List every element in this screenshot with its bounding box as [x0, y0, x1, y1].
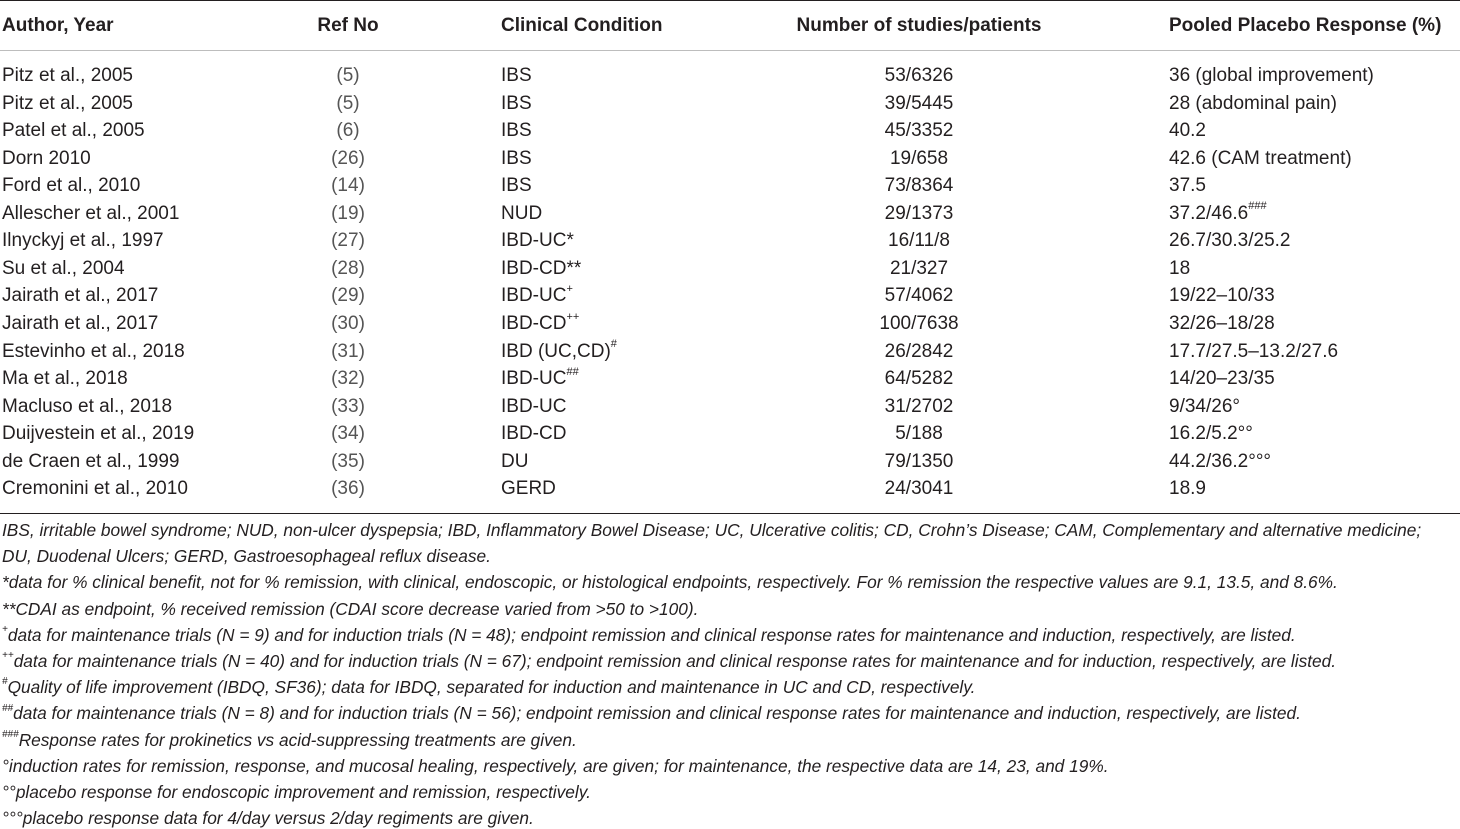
cell-ref-no: (30): [331, 312, 365, 334]
footnote-marker: #: [2, 676, 8, 688]
cell-pooled-placebo-response: 32/26–18/28: [1169, 312, 1275, 334]
cell-pooled-placebo-response: 16.2/5.2°°: [1169, 423, 1253, 445]
cell-number-studies-patients: 21/327: [889, 257, 949, 279]
cell-number-studies-patients: 29/1373: [884, 202, 954, 224]
cell-author-year: Ma et al., 2018: [2, 368, 128, 390]
cell-number-studies-patients: 53/6326: [884, 65, 954, 86]
footnote-text: °induction rates for remission, response, and mucosal healing, respectively, are given; for maintenance, the respective data are 14, 23, and 19%.: [2, 755, 1109, 776]
cell-clinical-condition: IBD-UC+: [501, 283, 573, 307]
footnote-line: [2, 546, 491, 566]
condition-footnote-marker: ##: [566, 365, 579, 378]
cell-clinical-condition: IBS: [501, 65, 532, 86]
cell-pooled-placebo-response: 18: [1169, 257, 1191, 279]
footnote-line: [2, 572, 1338, 592]
cell-pooled-placebo-response: 28 (abdominal pain): [1169, 92, 1337, 114]
cell-clinical-condition: IBD-UC: [501, 395, 567, 417]
cell-clinical-condition: IBD-CD: [501, 423, 567, 445]
footnote-text: °°°placebo response data for 4/day versus 2/day regiments are given.: [2, 808, 534, 829]
cell-pooled-placebo-response: 26.7/30.3/25.2: [1169, 230, 1291, 252]
cell-ref-no: (33): [331, 395, 365, 417]
footnote-text: data for maintenance trials (N = 40) and for induction trials (N = 67); endpoint remission and clinical response rates for maintenance and for induction, respectively, are listed.: [13, 651, 1337, 671]
cell-number-studies-patients: 31/2702: [884, 395, 954, 417]
cell-pooled-placebo-response: 37.2/46.6###: [1169, 200, 1267, 224]
header-rule: [0, 50, 1460, 51]
cell-author-year: Ilnyckyj et al., 1997: [2, 230, 164, 252]
footnote-line: [2, 677, 975, 697]
cell-author-year: Jairath et al., 2017: [2, 312, 159, 334]
condition-footnote-marker: #: [610, 338, 617, 351]
cell-ref-no: (28): [331, 257, 365, 279]
cell-pooled-placebo-response: 14/20–23/35: [1169, 368, 1275, 390]
header-clinical-condition: Clinical Condition: [501, 15, 663, 36]
cell-pooled-placebo-response: 18.9: [1169, 478, 1206, 500]
cell-author-year: Dorn 2010: [2, 147, 91, 169]
cell-pooled-placebo-response: 9/34/26°: [1169, 395, 1240, 417]
cell-number-studies-patients: 57/4062: [884, 285, 954, 307]
condition-footnote-marker: ++: [566, 310, 580, 323]
cell-author-year: de Craen et al., 1999: [2, 450, 180, 472]
footnote-marker: ##: [2, 702, 14, 714]
cell-author-year: Pitz et al., 2005: [2, 65, 133, 86]
cell-clinical-condition: IBS: [501, 147, 532, 169]
header-ref-no: Ref No: [317, 15, 379, 36]
footnote-line: [2, 651, 1336, 671]
table-top-rule: [0, 0, 1460, 1]
footnote-line: [2, 756, 1109, 776]
cell-clinical-condition: IBS: [501, 92, 532, 114]
cell-number-studies-patients: 26/2842: [884, 340, 954, 362]
cell-clinical-condition: NUD: [501, 202, 543, 224]
footnote-text: IBS, irritable bowel syndrome; NUD, non-ulcer dyspepsia; IBD, Inflammatory Bowel Disease; UC, Ulcerative colitis; CD, Crohn’s Disease; CAM, Complementary and alternative medicine;: [2, 520, 1422, 540]
cell-ref-no: (31): [331, 340, 365, 362]
cell-number-studies-patients: 45/3352: [884, 120, 954, 142]
footnote-line: [2, 520, 1421, 540]
cell-author-year: Allescher et al., 2001: [2, 202, 180, 224]
cell-clinical-condition: IBD-UC*: [501, 230, 574, 252]
cell-clinical-condition: IBD-UC##: [501, 365, 579, 390]
cell-ref-no: (5): [336, 65, 360, 86]
footnote-text: data for maintenance trials (N = 9) and for induction trials (N = 48); endpoint remission and clinical response rates for maintenance and induction, respectively, are listed.: [7, 624, 1296, 645]
cell-number-studies-patients: 39/5445: [884, 92, 954, 114]
cell-number-studies-patients: 73/8364: [884, 175, 954, 197]
table-bottom-rule: [0, 513, 1460, 514]
cell-clinical-condition: IBD-CD**: [501, 257, 582, 279]
cell-pooled-placebo-response: 40.2: [1169, 120, 1206, 142]
cell-number-studies-patients: 5/188: [895, 423, 943, 445]
cell-ref-no: (34): [331, 423, 365, 445]
footnote-text: Response rates for prokinetics vs acid-suppressing treatments are given.: [18, 729, 577, 750]
cell-ref-no: (32): [331, 368, 365, 390]
cell-pooled-placebo-response: 19/22–10/33: [1169, 285, 1275, 307]
footnote-line: [2, 599, 698, 619]
cell-author-year: Ford et al., 2010: [2, 175, 141, 197]
cell-author-year: Patel et al., 2005: [2, 120, 145, 142]
cell-ref-no: (36): [331, 478, 365, 500]
cell-author-year: Macluso et al., 2018: [2, 395, 173, 417]
cell-pooled-placebo-response: 36 (global improvement): [1169, 65, 1374, 86]
cell-number-studies-patients: 100/7638: [879, 312, 959, 334]
footnote-line: [2, 782, 591, 802]
cell-ref-no: (35): [331, 450, 365, 472]
cell-author-year: Cremonini et al., 2010: [2, 478, 188, 500]
footnote-text: *data for % clinical benefit, not for % remission, with clinical, endoscopic, or histological endpoints, respectively. For % remission the respective values are 9.1, 13.5, and 8.6%.: [2, 572, 1338, 593]
cell-number-studies-patients: 64/5282: [884, 368, 954, 390]
cell-clinical-condition: IBD-CD++: [501, 310, 580, 334]
footnote-marker: ++: [2, 650, 14, 662]
cell-pooled-placebo-response: 17.7/27.5–13.2/27.6: [1169, 340, 1339, 362]
header-pooled-placebo-response: Pooled Placebo Response (%): [1169, 15, 1442, 36]
cell-author-year: Jairath et al., 2017: [2, 285, 159, 307]
cell-clinical-condition: IBD (UC,CD)#: [501, 338, 617, 362]
cell-pooled-placebo-response: 42.6 (CAM treatment): [1169, 147, 1352, 169]
cell-number-studies-patients: 24/3041: [884, 478, 954, 500]
footnote-line: [2, 730, 577, 750]
cell-ref-no: (29): [331, 285, 365, 307]
cell-number-studies-patients: 19/658: [889, 147, 949, 169]
footnote-line: [2, 808, 534, 828]
cell-clinical-condition: DU: [501, 450, 529, 472]
footnote-text: data for maintenance trials (N = 8) and for induction trials (N = 56); endpoint remission and clinical response rates for maintenance and induction, respectively, are listed.: [13, 703, 1301, 724]
cell-pooled-placebo-response: 44.2/36.2°°°: [1169, 450, 1272, 472]
cell-ref-no: (26): [331, 147, 365, 169]
footnote-text: DU, Duodenal Ulcers; GERD, Gastroesophageal reflux disease.: [2, 546, 491, 567]
cell-number-studies-patients: 79/1350: [884, 450, 954, 472]
cell-ref-no: (27): [331, 230, 365, 252]
cell-ref-no: (5): [336, 92, 360, 114]
footnote-text: Quality of life improvement (IBDQ, SF36); data for IBDQ, separated for induction and maintenance in UC and CD, respectively.: [7, 677, 976, 698]
footnote-marker: ###: [2, 728, 19, 740]
response-footnote-marker: ###: [1248, 200, 1267, 213]
cell-author-year: Pitz et al., 2005: [2, 92, 133, 114]
cell-clinical-condition: IBS: [501, 175, 532, 197]
footnote-text: **CDAI as endpoint, % received remission (CDAI score decrease varied from >50 to >100).: [2, 598, 699, 619]
cell-author-year: Duijvestein et al., 2019: [2, 423, 195, 445]
footnote-line: [2, 703, 1301, 723]
header-number-studies-patients: Number of studies/patients: [796, 15, 1042, 36]
cell-ref-no: (6): [336, 120, 360, 142]
cell-ref-no: (19): [331, 202, 365, 224]
cell-pooled-placebo-response: 37.5: [1169, 175, 1206, 197]
footnote-text: °°placebo response for endoscopic improvement and remission, respectively.: [2, 782, 591, 802]
header-author-year: Author, Year: [2, 15, 114, 36]
cell-author-year: Su et al., 2004: [2, 257, 125, 279]
cell-author-year: Estevinho et al., 2018: [2, 340, 185, 362]
cell-number-studies-patients: 16/11/8: [888, 230, 950, 252]
cell-ref-no: (14): [331, 175, 365, 197]
footnote-line: [2, 625, 1296, 645]
footnote-marker: +: [2, 624, 8, 636]
condition-footnote-marker: +: [566, 283, 573, 296]
cell-clinical-condition: GERD: [501, 478, 556, 500]
cell-clinical-condition: IBS: [501, 120, 532, 142]
